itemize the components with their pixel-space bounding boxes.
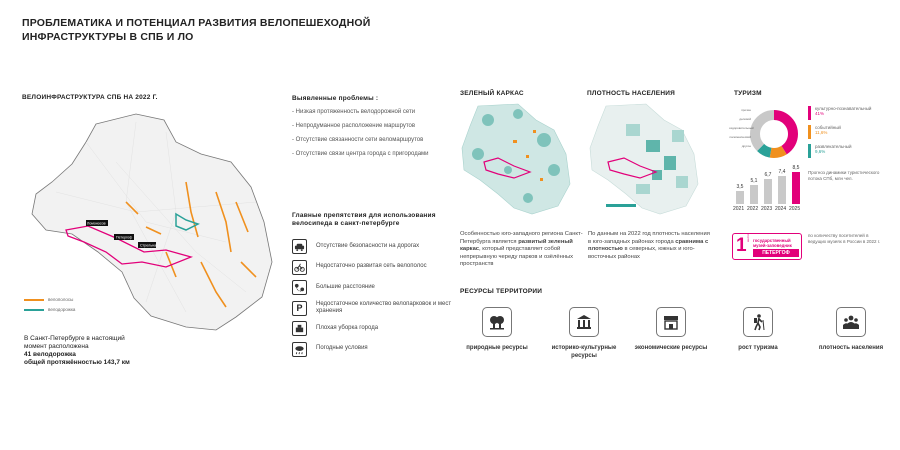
obstacle-label: Недостаточно развитая сеть велополос: [316, 263, 427, 270]
tourism-donut: [748, 108, 800, 160]
museum-name: ПЕТЕРГОФ: [753, 249, 799, 257]
resource-item: [631, 307, 711, 353]
obstacle-label: Погодные условия: [316, 345, 368, 352]
density-heading: ПЛОТНОСТЬ НАСЕЛЕНИЯ: [587, 90, 675, 97]
obstacles-heading: Главные препятствия для использования велосипеда в санкт-петербурге: [292, 212, 436, 227]
bar-2025: [792, 172, 800, 204]
green-text-part: , который представляет собой непрерывную череду парков и озёлённых пространств: [460, 246, 574, 267]
problem-item: - Низкая протяженность велодорожной сети: [292, 109, 416, 115]
donut-legend-item: [808, 125, 888, 139]
green-text: [460, 231, 586, 269]
problem-item: - Отсутствие связи центра города с пригородами: [292, 151, 429, 157]
density-text-bold: сравнима с плотностью: [588, 238, 709, 252]
parking-icon: P: [292, 301, 307, 316]
weather-icon: [292, 342, 307, 357]
museum-line: музей-заповедник: [753, 243, 792, 248]
resource-label: плотность населения: [818, 345, 884, 351]
bar-value-label: 7,4: [778, 169, 786, 175]
museum-note: по количеству посетителей в ведущих музеях в России в 2022 г.: [808, 233, 881, 244]
density-text: [588, 231, 714, 261]
green-text-bold: развитый зеленый каркас: [460, 238, 573, 252]
legend-item: [24, 307, 75, 312]
resource-label: историко-культурные ресурсы: [551, 345, 617, 359]
distance-icon: [292, 280, 307, 295]
donut-small-labels: [729, 106, 754, 151]
donut-legend-pct: 41%: [815, 111, 825, 116]
obstacle-label: Недостаточное количество велопарковок и мест хранения: [316, 300, 452, 314]
hiker-icon: [743, 307, 773, 337]
car-icon: [292, 239, 307, 254]
density-map: [586, 100, 706, 218]
obstacle-item: [292, 238, 452, 255]
resource-item: [811, 307, 891, 353]
map-label: Ломоносов: [87, 221, 106, 226]
legend-swatch: [808, 125, 811, 139]
note-bold: 41 велодорожка: [24, 351, 76, 358]
green-frame-map: [458, 100, 576, 218]
year-tick-label: 2025: [789, 206, 801, 212]
year-tick-label: 2022: [747, 206, 759, 212]
problem-item: - Отсутствие связанности сети веломаршрутов: [292, 137, 424, 143]
year-tick-label: 2021: [733, 206, 745, 212]
resource-label: природные ресурсы: [466, 345, 528, 351]
year-tick-label: 2024: [775, 206, 787, 212]
problems-heading: Выявленные проблемы :: [292, 95, 379, 102]
donut-legend-pct: 9,6%: [815, 149, 826, 154]
donut-small-label: оздоровительный: [729, 126, 754, 130]
obstacle-label: Плохая уборка города: [316, 324, 379, 331]
museum-box: [732, 233, 802, 260]
problem-item: - Непродуманное расположение маршрутов: [292, 123, 416, 129]
obstacle-item: [292, 300, 452, 317]
resource-label: рост туризма: [738, 345, 778, 351]
note-text: В Санкт-Петербурге в настоящий: [24, 335, 125, 342]
resource-item: [544, 307, 624, 360]
museum-desc: [753, 238, 792, 248]
obstacle-label: Отсутствие безопасности на дорогах: [316, 242, 420, 249]
people-icon: [836, 307, 866, 337]
museum-line: государственный: [753, 238, 791, 243]
legend-swatch: [24, 299, 44, 301]
density-text-part: в северных, южных и юго-восточных районах: [588, 246, 695, 260]
museum-rank-number: 1: [736, 235, 747, 256]
museum-rank-word: место: [746, 233, 750, 242]
bar-value-label: 8,5: [792, 165, 800, 171]
problems-section: [292, 95, 457, 164]
green-heading: ЗЕЛЕНЫЙ КАРКАС: [460, 90, 524, 97]
legend-label: велодорожка: [48, 307, 76, 312]
legend-item: [24, 297, 75, 302]
density-text-part: По данным на 2022 год плотность населения в юго-западных районах города: [588, 231, 710, 245]
shop-icon: [656, 307, 686, 337]
donut-legend-item: [808, 144, 888, 158]
donut-legend-label: событийный: [815, 125, 841, 130]
donut-legend-item: [808, 106, 888, 120]
bar-2022: [750, 185, 758, 204]
donut-small-label: деловой: [739, 117, 751, 121]
forecast-note: Прогноз динамики туристического потока СПб, млн чел.: [808, 170, 880, 181]
green-text-part: Особенностью юго-западного региона Санкт-Петербурга является: [460, 231, 583, 245]
infra-legend: [24, 297, 75, 312]
map-label: Стрельна: [140, 243, 157, 248]
note-bold: общей протяжённостью 143,7 км: [24, 359, 130, 366]
tourism-bar-chart: [733, 165, 806, 212]
infra-note: [24, 335, 130, 367]
bar-2024: [778, 176, 786, 204]
obstacle-item: [292, 279, 452, 296]
donut-small-label: другое: [741, 144, 751, 148]
bar-2021: [736, 191, 744, 204]
bike-lane-icon: [292, 260, 307, 275]
resource-item: [457, 307, 537, 353]
legend-swatch: [808, 106, 811, 120]
obstacles-section: [292, 212, 452, 361]
donut-legend: [808, 106, 888, 158]
tourism-heading: ТУРИЗМ: [734, 90, 762, 97]
donut-legend-pct: 11,6%: [815, 130, 828, 135]
note-text: момент расположена: [24, 343, 89, 350]
resource-label: экономические ресурсы: [634, 345, 708, 351]
obstacle-label: Большие расстояние: [316, 283, 375, 290]
map-label: Петергоф: [116, 235, 133, 240]
infra-heading: ВЕЛОИНФРАСТРУКТУРА СПБ НА 2022 Г.: [22, 94, 158, 101]
resource-item: [718, 307, 798, 353]
donut-small-label: паломнический: [729, 135, 751, 139]
legend-label: велополосы: [48, 297, 74, 302]
donut-legend-label: развлекательный: [815, 144, 852, 149]
bar-value-label: 5,1: [750, 178, 758, 184]
page-title: ПРОБЛЕМАТИКА И ПОТЕНЦИАЛ РАЗВИТИЯ ВЕЛОПЕШЕХОДНОЙ ИНФРАСТРУКТУРЫ В СПБ И ЛО: [22, 17, 371, 43]
obstacle-item: [292, 341, 452, 358]
resources-heading: РЕСУРСЫ ТЕРРИТОРИИ: [460, 288, 543, 295]
trees-icon: [482, 307, 512, 337]
donut-legend-label: культурно-познавательный: [815, 106, 872, 111]
legend-swatch: [24, 309, 44, 311]
obstacle-item: [292, 320, 452, 337]
obstacle-item: [292, 259, 452, 276]
donut-small-label: прочие: [741, 108, 751, 112]
bar-value-label: 6,7: [764, 172, 772, 178]
year-tick-label: 2023: [761, 206, 773, 212]
legend-swatch: [808, 144, 811, 158]
bar-2023: [764, 179, 772, 204]
cleaning-icon: [292, 321, 307, 336]
bar-value-label: 3,5: [736, 184, 744, 190]
museum-icon: [569, 307, 599, 337]
